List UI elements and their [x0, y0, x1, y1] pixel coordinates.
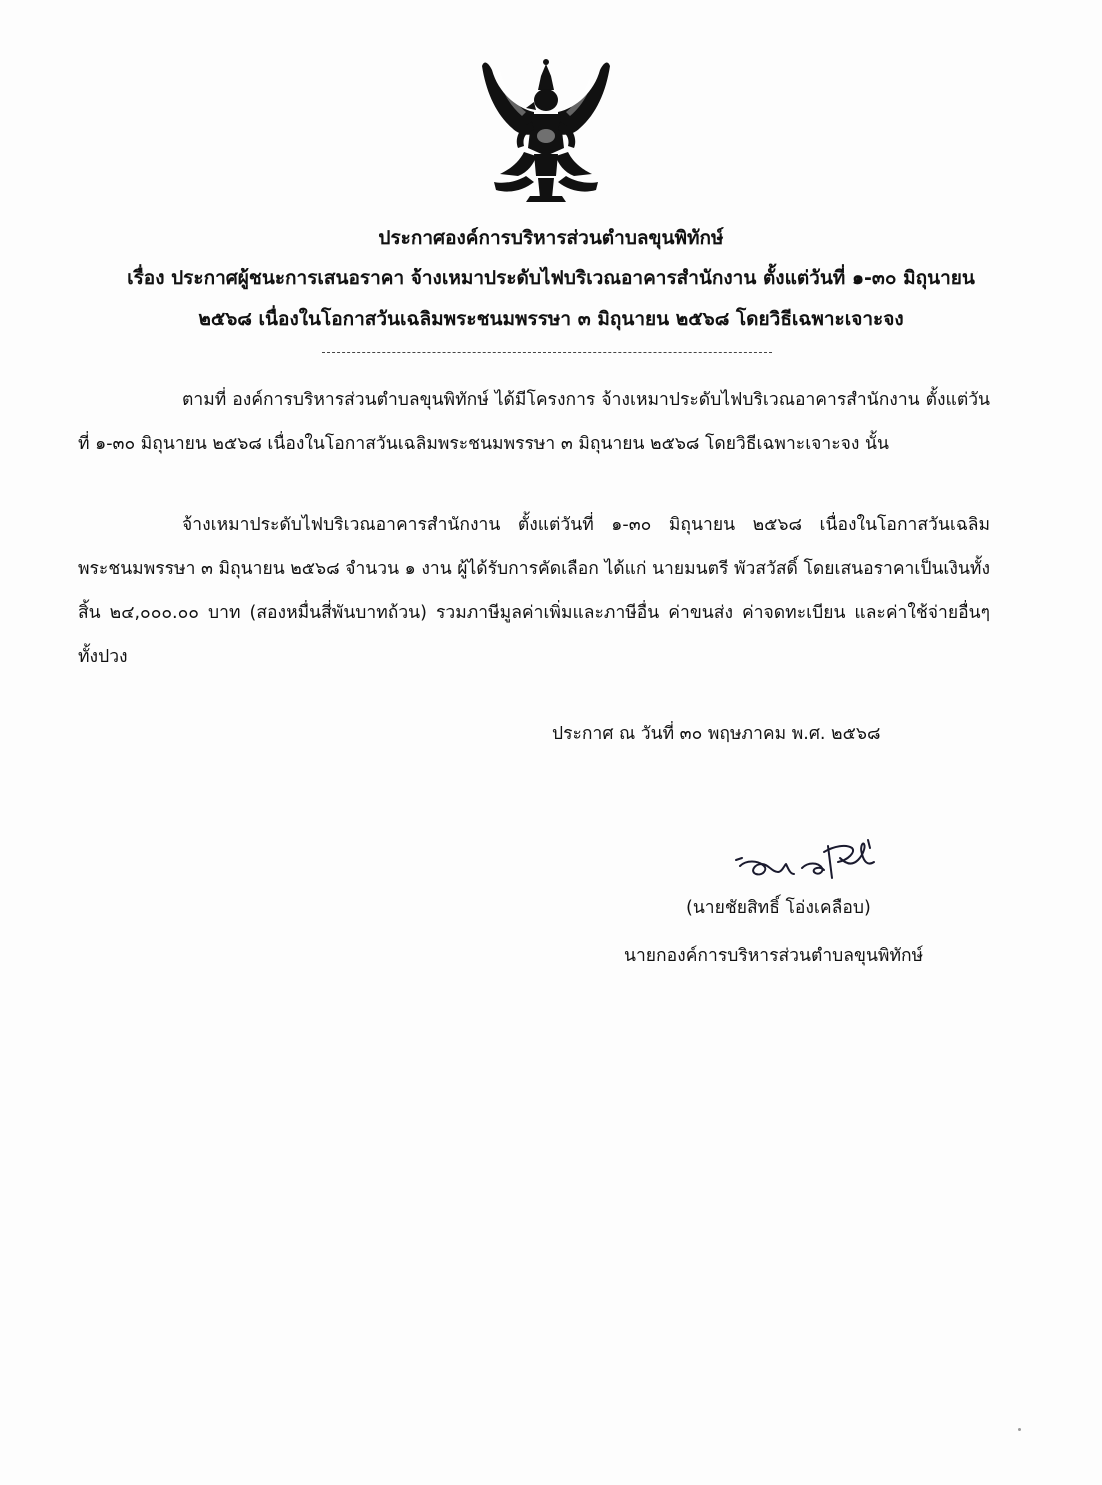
signer-name: (นายชัยสิทธิ์ โอ่งเคลือบ): [686, 898, 871, 918]
signature-icon: [728, 838, 888, 894]
scan-speck: [1018, 1428, 1021, 1431]
body-paragraph-2-text: จ้างเหมาประดับไฟบริเวณอาคารสำนักงาน ตั้งแต่วันที่ ๑-๓๐ มิถุนายน ๒๕๖๘ เนื่องในโอกาสวันเฉลิมพระชนมพรรษา ๓ มิถุนายน ๒๕๖๘ จำนวน ๑ งาน ผู้ได้รับการคัดเลือก ได้แก่ นายมนตรี พัวสวัสดิ์ โดยเสนอราคาเป็นเงินทั้งสิ้น ๒๔,๐๐๐.๐๐ บาท (สองหมื่นสี่พันบาทถ้วน) รวมภาษีมูลค่าเพิ่มและภาษีอื่น ค่าขนส่ง ค่าจดทะเบียน และค่าใช้จ่ายอื่นๆ ทั้งปวง: [78, 515, 990, 667]
announcement-subject-line-1: เรื่อง ประกาศผู้ชนะการเสนอราคา จ้างเหมาประดับไฟบริเวณอาคารสำนักงาน ตั้งแต่วันที่ ๑-๓๐ มิถุนายน: [127, 267, 975, 289]
announcement-subject-line-2: ๒๕๖๘ เนื่องในโอกาสวันเฉลิมพระชนมพรรษา ๓ มิถุนายน ๒๕๖๘ โดยวิธีเฉพาะเจาะจง: [198, 308, 904, 330]
body-paragraph-2: [78, 503, 990, 679]
signer-position: นายกองค์การบริหารส่วนตำบลขุนพิทักษ์: [624, 946, 924, 966]
body-paragraph-1-text: ตามที่ องค์การบริหารส่วนตำบลขุนพิทักษ์ ได้มีโครงการ จ้างเหมาประดับไฟบริเวณอาคารสำนักงาน ตั้งแต่วันที่ ๑-๓๐ มิถุนายน ๒๕๖๘ เนื่องในโอกาสวันเฉลิมพระชนมพรรษา ๓ มิถุนายน ๒๕๖๘ โดยวิธีเฉพาะเจาะจง นั้น: [78, 390, 990, 454]
garuda-emblem-icon: [478, 52, 614, 204]
announcement-title: ประกาศองค์การบริหารส่วนตำบลขุนพิทักษ์: [378, 227, 724, 249]
body-paragraph-1: [78, 378, 990, 466]
announcement-date: ประกาศ ณ วันที่ ๓๐ พฤษภาคม พ.ศ. ๒๕๖๘: [552, 724, 881, 744]
header-divider: [322, 352, 772, 353]
